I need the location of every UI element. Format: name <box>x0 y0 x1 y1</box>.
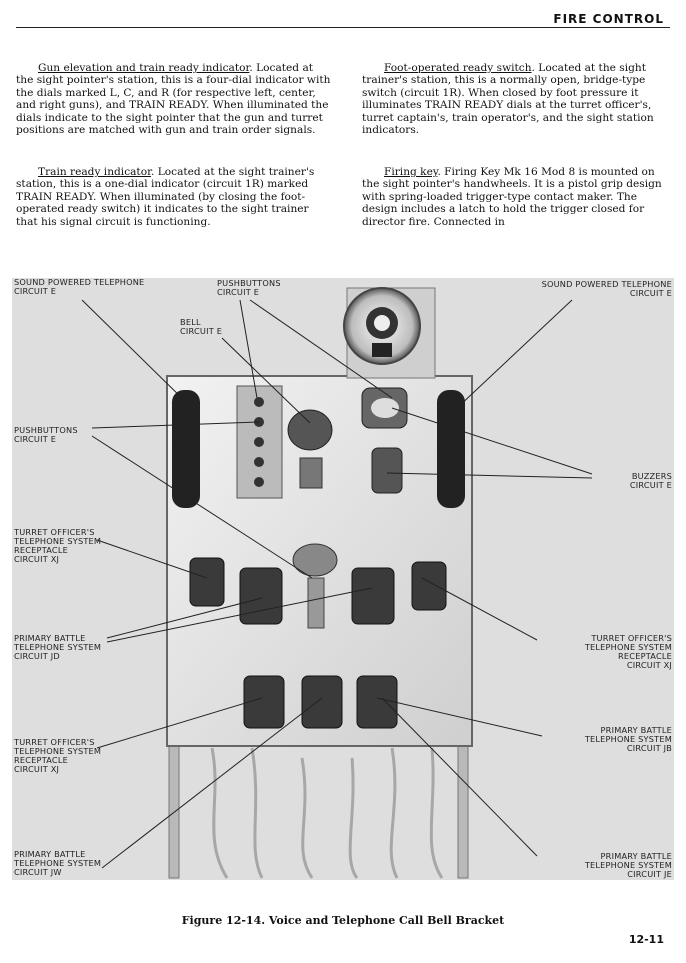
callout-sound-powered-left: SOUND POWERED TELEPHONE CIRCUIT E <box>14 277 145 296</box>
header-rule <box>16 27 670 28</box>
callout-sound-powered-right: SOUND POWERED TELEPHONE CIRCUIT E <box>541 279 672 298</box>
paragraph-gun-elevation <box>16 62 332 136</box>
callout-pushbuttons-left: PUSHBUTTONS CIRCUIT E <box>14 425 78 444</box>
callout-buzzers: BUZZERS CIRCUIT E <box>629 471 672 490</box>
paragraph-lead: Firing key <box>384 166 438 178</box>
figure-photo <box>12 278 674 880</box>
paragraph-firing-key <box>362 166 670 228</box>
page-number: 12-11 <box>628 933 664 946</box>
bracket-illustration <box>12 278 674 880</box>
figure-caption: Figure 12-14. Voice and Telephone Call Bell Bracket <box>181 914 505 927</box>
callout-primary-battle-jw: PRIMARY BATTLE TELEPHONE SYSTEM CIRCUIT JW <box>14 849 102 877</box>
callout-turret-officer-right: TURRET OFFICER'S TELEPHONE SYSTEM RECEPTACLE CIRCUIT XJ <box>584 633 672 670</box>
callout-turret-officer-left-2: TURRET OFFICER'S TELEPHONE SYSTEM RECEPTACLE CIRCUIT XJ <box>14 737 102 774</box>
paragraph-body: . Located at the sight trainer's station, this is a one-dial indicator (circuit 1R) marked TRAIN READY. When illuminated (by closing the foot-operated ready switch) it indicates to the sight trainer that his signal circuit is functioning. <box>16 166 315 228</box>
paragraph-lead: Gun elevation and train ready indicator <box>38 62 250 74</box>
callout-pushbuttons-top: PUSHBUTTONS CIRCUIT E <box>217 278 281 297</box>
callout-bell: BELL CIRCUIT E <box>180 317 223 336</box>
callout-primary-battle-jd: PRIMARY BATTLE TELEPHONE SYSTEM CIRCUIT JD <box>14 633 102 661</box>
paragraph-body: . Located at the sight pointer's station, this is a four-dial indicator with the dials marked L, C, and R (for respective left, center, and right guns), and TRAIN READY. When illuminated the dials indicate to the sight pointer that the gun and turret positions are matched with gun and train order signals. <box>16 62 331 137</box>
callout-primary-battle-jb: PRIMARY BATTLE TELEPHONE SYSTEM CIRCUIT JB <box>584 725 672 753</box>
running-head: FIRE CONTROL <box>553 12 664 26</box>
paragraph-lead: Foot-operated ready switch <box>384 62 532 74</box>
paragraph-foot-operated <box>362 62 670 136</box>
callout-turret-officer-left-1: TURRET OFFICER'S TELEPHONE SYSTEM RECEPTACLE CIRCUIT XJ <box>14 527 102 564</box>
paragraph-body: . Located at the sight trainer's station, this is a normally open, bridge-type switch (circuit 1R). When closed by foot pressure it illuminates TRAIN READY dials at the turret officer's, turret captain's, train operator's, and the sight station indicators. <box>362 62 654 137</box>
paragraph-lead: Train ready indicator <box>38 166 151 178</box>
paragraph-train-ready <box>16 166 332 228</box>
callout-primary-battle-je: PRIMARY BATTLE TELEPHONE SYSTEM CIRCUIT JE <box>584 851 672 879</box>
paragraph-body: . Firing Key Mk 16 Mod 8 is mounted on the sight pointer's handwheels. It is a pistol grip design with spring-loaded trigger-type contact maker. The design includes a latch to hold the trigger closed for director fire. Connected in <box>362 166 662 228</box>
